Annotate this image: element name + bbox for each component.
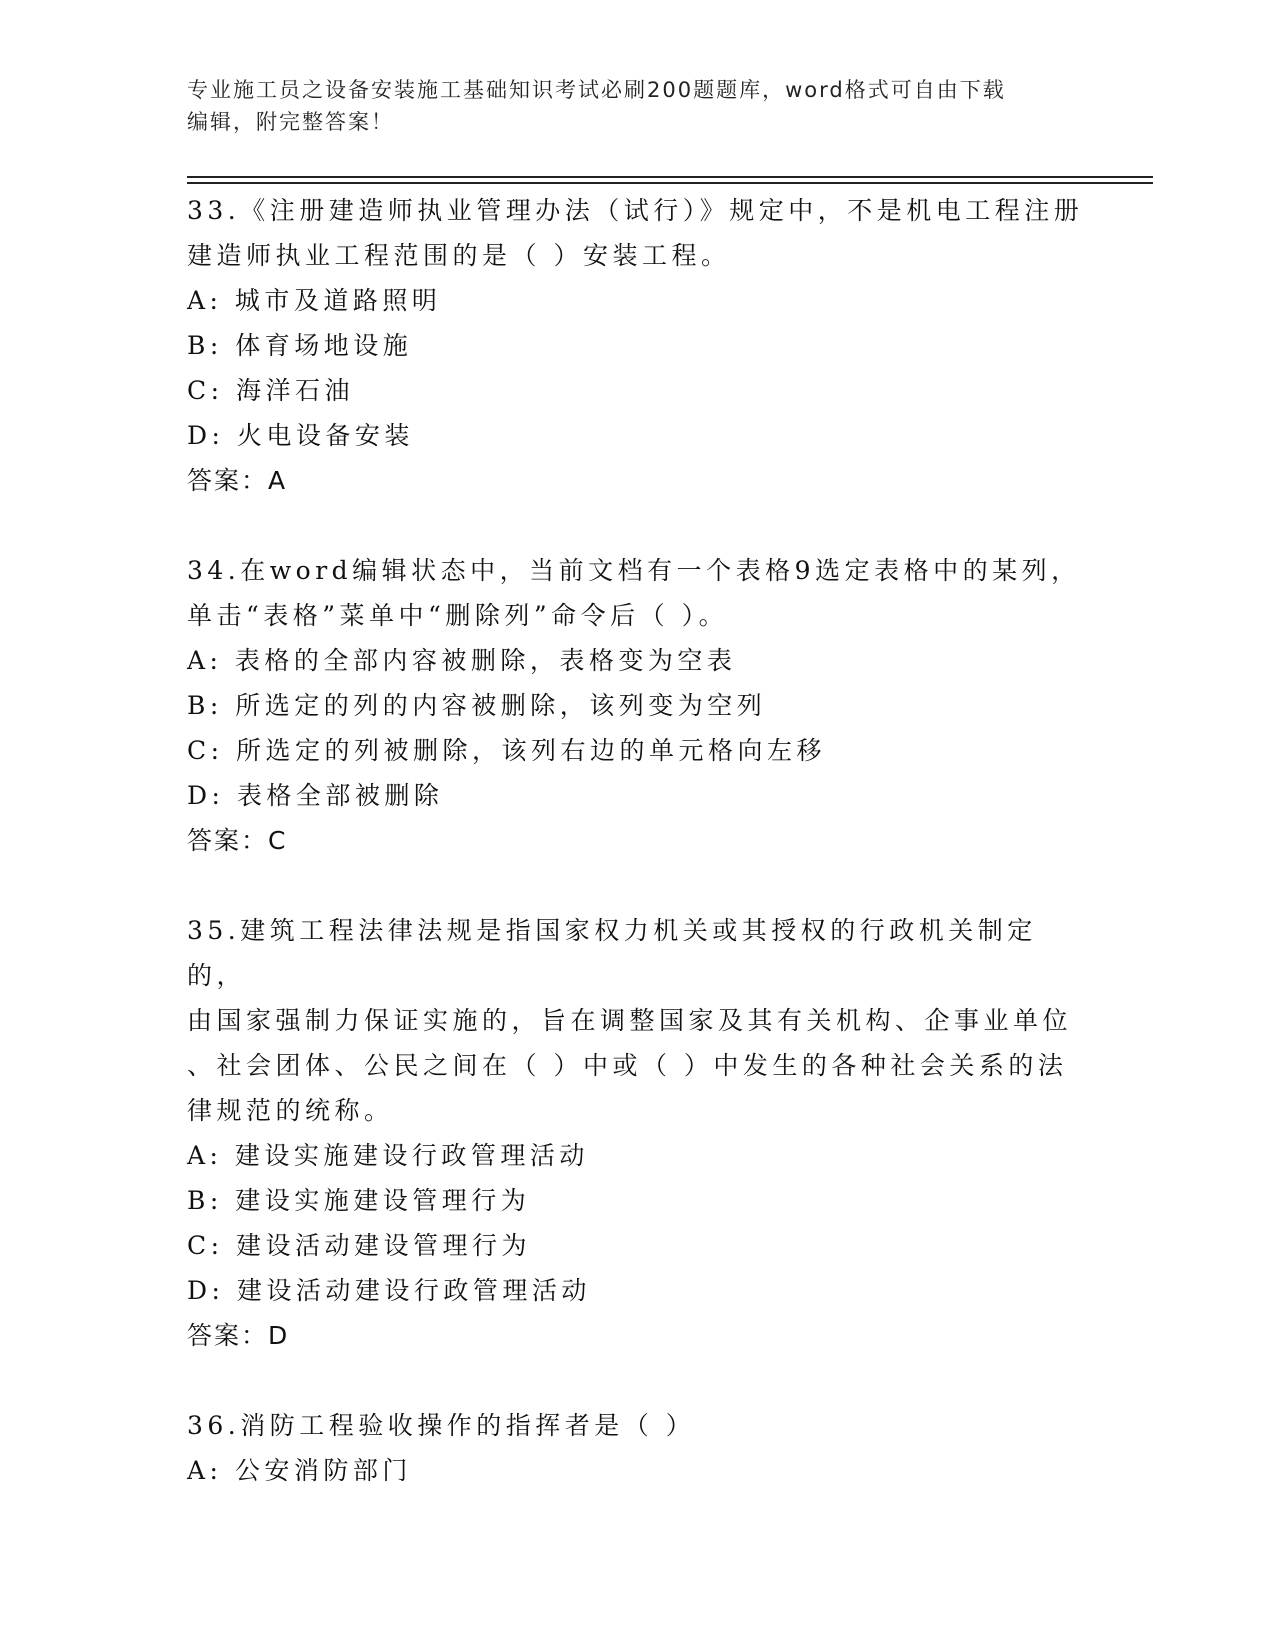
- answer: 答案：D: [187, 1321, 290, 1350]
- option-c: C: 所选定的列被删除，该列右边的单元格向左移: [187, 736, 826, 765]
- document-header: [187, 74, 1067, 138]
- option-b: B: 所选定的列的内容被删除，该列变为空列: [187, 691, 767, 720]
- header-divider-bottom: [187, 182, 1153, 184]
- option-c: C: 建设活动建设管理行为: [187, 1231, 531, 1260]
- option-b: B: 体育场地设施: [187, 331, 413, 360]
- question-36: [187, 1403, 1087, 1493]
- question-list: [187, 188, 1087, 1493]
- option-d: D: 表格全部被删除: [187, 781, 444, 810]
- spacer: [187, 863, 1087, 908]
- option-a: A: 公安消防部门: [187, 1456, 412, 1485]
- header-divider-top: [187, 176, 1153, 178]
- question-text-line: 律规范的统称。: [187, 1096, 394, 1125]
- answer: 答案：A: [187, 466, 288, 495]
- question-35: [187, 908, 1087, 1358]
- question-text-line: 34.在word编辑状态中，当前文档有一个表格9选定表格中的某列，: [187, 556, 1081, 585]
- option-d: D: 火电设备安装: [187, 421, 414, 450]
- spacer: [187, 503, 1087, 548]
- question-text-line: 单击“表格”菜单中“删除列”命令后（ ）。: [187, 601, 729, 630]
- question-text-line: 建造师执业工程范围的是（ ）安装工程。: [187, 241, 731, 270]
- option-a: A: 表格的全部内容被删除，表格变为空表: [187, 646, 737, 675]
- option-a: A: 城市及道路照明: [187, 286, 442, 315]
- spacer: [187, 1358, 1087, 1403]
- option-d: D: 建设活动建设行政管理活动: [187, 1276, 591, 1305]
- option-c: C: 海洋石油: [187, 376, 354, 405]
- header-line-1: 专业施工员之设备安装施工基础知识考试必刷200题题库，word格式可自由下载: [187, 78, 1006, 102]
- question-text-line: 33.《注册建造师执业管理办法（试行）》规定中，不是机电工程注册: [187, 196, 1084, 225]
- answer: 答案：C: [187, 826, 288, 855]
- question-34: [187, 548, 1087, 863]
- option-a: A: 建设实施建设行政管理活动: [187, 1141, 589, 1170]
- option-b: B: 建设实施建设管理行为: [187, 1186, 531, 1215]
- header-line-2: 编辑，附完整答案！: [187, 110, 394, 134]
- question-33: [187, 188, 1087, 503]
- question-text-line: 、社会团体、公民之间在（ ）中或（ ）中发生的各种社会关系的法: [187, 1051, 1068, 1080]
- question-text-line: 由国家强制力保证实施的，旨在调整国家及其有关机构、企事业单位: [187, 1006, 1073, 1035]
- question-text-line: 35.建筑工程法律法规是指国家权力机关或其授权的行政机关制定的，: [187, 916, 1037, 990]
- question-text-line: 36.消防工程验收操作的指挥者是（ ）: [187, 1411, 696, 1440]
